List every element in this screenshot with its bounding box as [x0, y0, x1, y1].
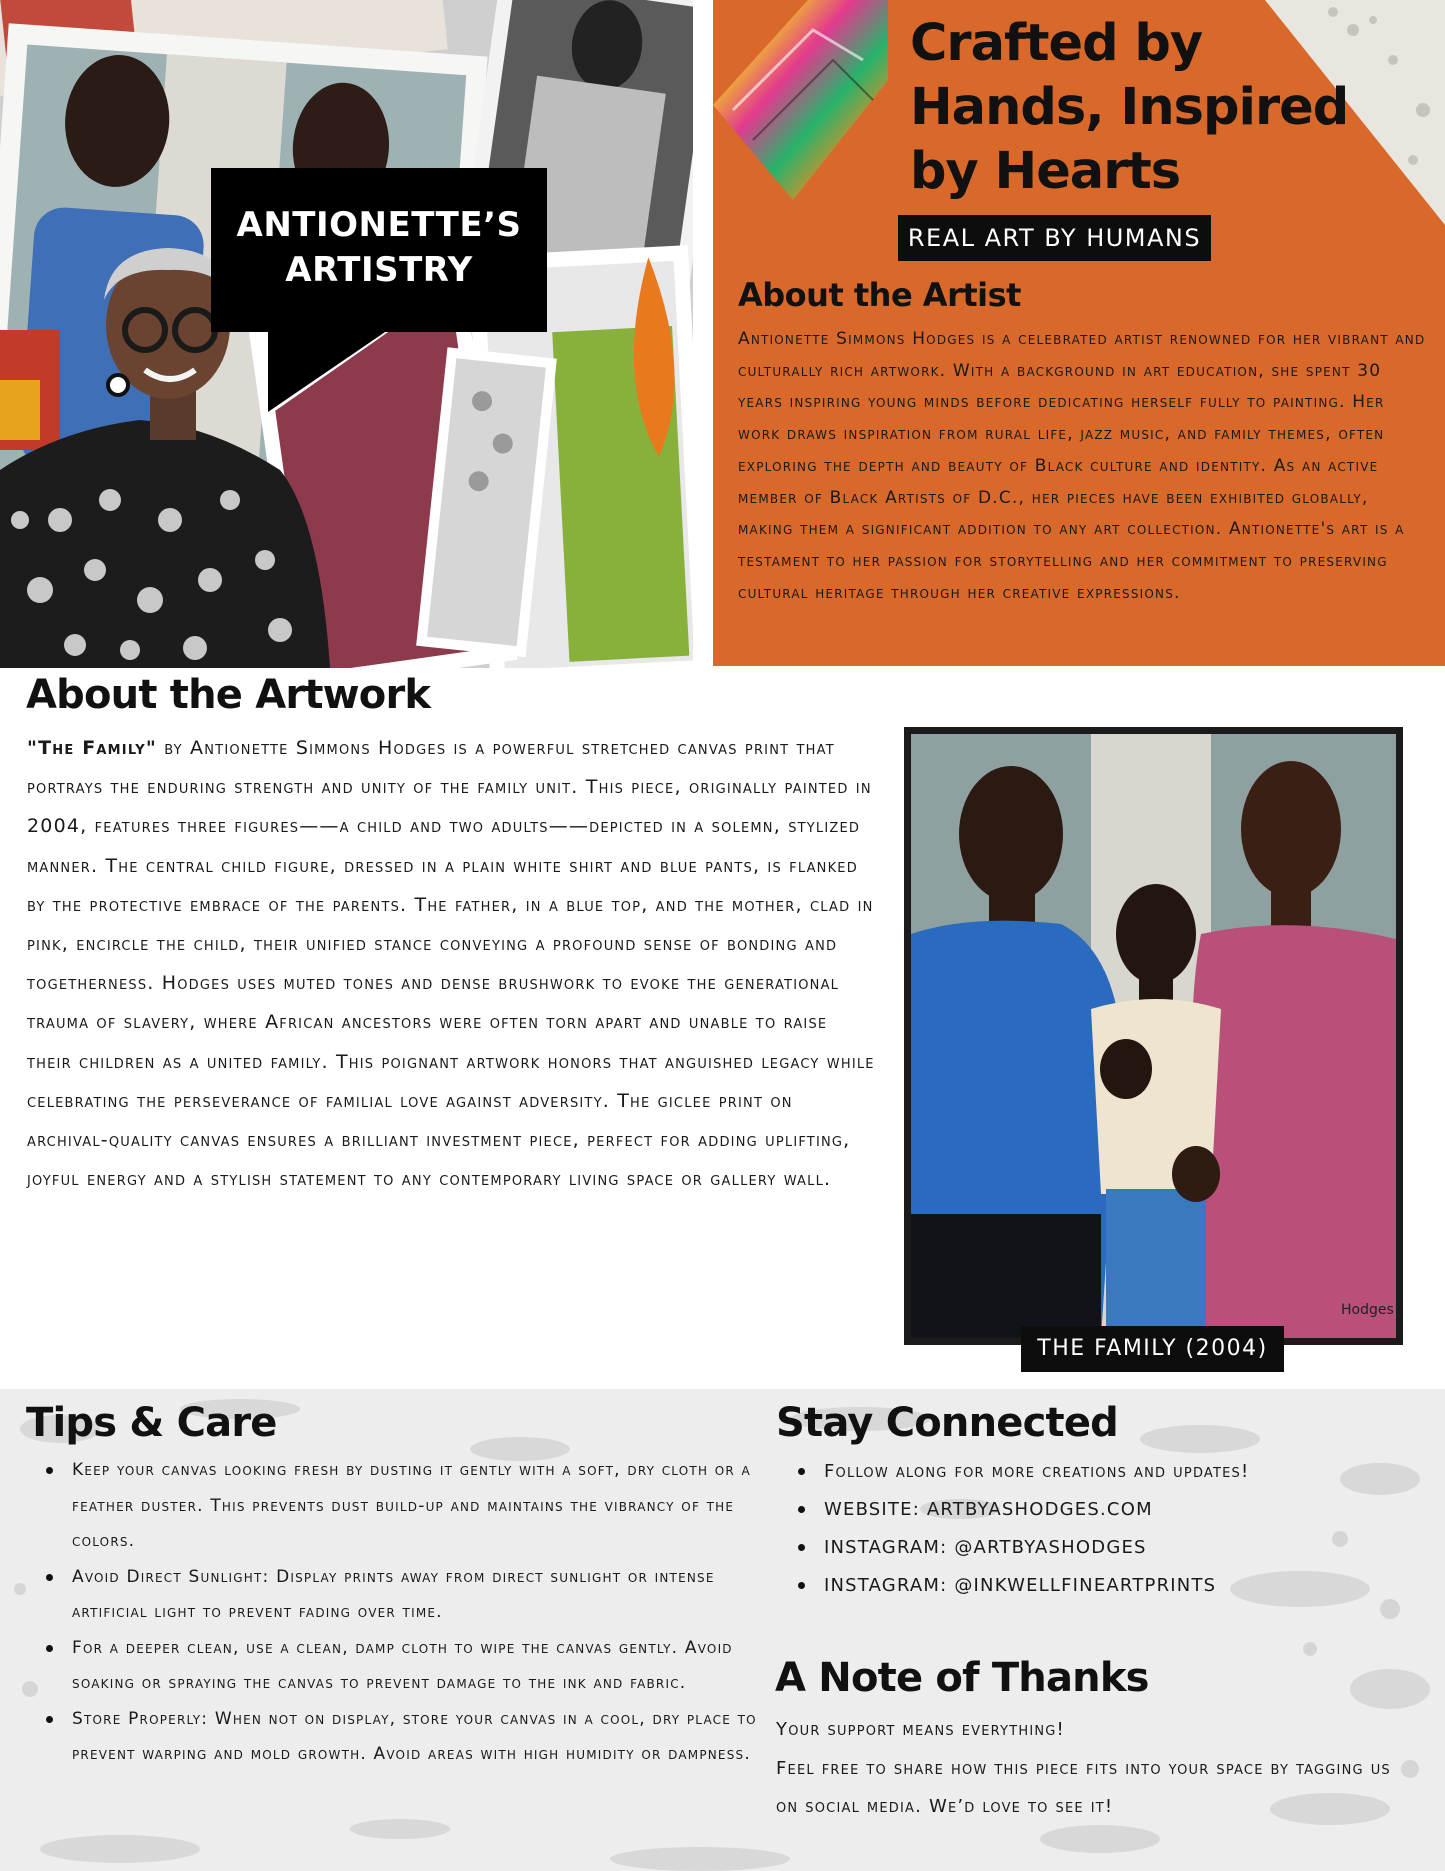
note-of-thanks-body — [776, 1711, 1416, 1827]
tips-care-title: Tips & Care — [26, 1400, 277, 1446]
artwork-description: by Antionette Simmons Hodges is a powerful stretched canvas print that portrays the enduring strength and unity of the family unit. This piece, originally painted in 2004, features three figures——a child and two adults——depicted in a solemn, stylized manner. The central child figure, dressed in a plain white shirt and blue pants, is flanked by the protective embrace of the parents. The father, in a blue top, and the mother, clad in pink, encircle the child, their unified stance conveying a profound sense of bonding and togetherness. Hodges uses muted tones and dense brushwork to evoke the generational trauma of slavery, where African ancestors were often torn apart and unable to raise their children as a united family. This poignant artwork honors that anguished legacy while celebrating the perseverance of familial love against adversity. The giclee print on archival-quality canvas ensures a brilliant investment piece, perfect for adding uplifting, joyful energy and a stylish statement to any contemporary living space or gallery wall. — [27, 737, 875, 1191]
note-of-thanks-title: A Note of Thanks — [775, 1655, 1149, 1701]
about-artwork-body — [27, 729, 875, 1199]
thanks-line2: Feel free to share how this piece fits into your space by tagging us on social media. We’d love to see it! — [776, 1757, 1391, 1817]
about-artwork-title: About the Artwork — [26, 672, 431, 718]
about-artist-body: Antionette Simmons Hodges is a celebrated artist renowned for her vibrant and culturally rich artwork. With a background in art education, she spent 30 years inspiring young minds before dedicating herself fully to painting. Her work draws inspiration from rural life, jazz music, and family themes, often exploring the depth and beauty of Black culture and identity. As an active member of Black Artists of D.C., her pieces have been exhibited globally, making them a significant addition to any art collection. Antionette's art is a testament to her passion for storytelling and her commitment to preserving cultural heritage through her creative expressions. — [738, 329, 1426, 603]
the-family-painting — [911, 734, 1396, 1338]
stay-connected-list — [786, 1453, 1286, 1605]
headline-line3: by Hearts — [910, 142, 1181, 201]
stay-connected-title: Stay Connected — [776, 1400, 1119, 1446]
connected-item-instagram[interactable]: INSTAGRAM: @ARTBYASHODGES — [786, 1529, 1286, 1567]
brand-name-line1: ANTIONETTE’S — [236, 205, 522, 245]
thanks-line1: Your support means everything! — [776, 1719, 1065, 1740]
about-artist-title: About the Artist — [738, 276, 1021, 314]
artist-photo-collage — [0, 0, 693, 668]
tips-care-list — [38, 1453, 758, 1773]
real-art-badge: REAL ART BY HUMANS — [898, 215, 1211, 261]
connected-item-website[interactable]: WEBSITE: ARTBYASHODGES.COM — [786, 1491, 1286, 1529]
hero-panel — [713, 0, 1445, 666]
connected-item-instagram-2[interactable]: INSTAGRAM: @INKWELLFINEARTPRINTS — [786, 1567, 1286, 1605]
artwork-name: "The Family" — [27, 737, 158, 759]
brand-speech-bubble — [211, 168, 547, 332]
tips-item: Keep your canvas looking fresh by dusting it gently with a soft, dry cloth or a feather duster. This prevents dust build-up and maintains the vibrancy of the colors. — [38, 1453, 758, 1560]
headline-line1: Crafted by — [910, 14, 1203, 73]
headline-line2: Hands, Inspired — [910, 78, 1349, 137]
brand-name-line2: ARTISTRY — [285, 250, 473, 290]
painting-image — [904, 727, 1403, 1345]
tips-item: Store Properly: When not on display, store your canvas in a cool, dry place to prevent warping and mold growth. Avoid areas with high humidity or dampness. — [38, 1702, 758, 1773]
connected-item-follow: Follow along for more creations and updates! — [786, 1453, 1286, 1491]
hero-headline — [910, 12, 1350, 204]
tips-item: For a deeper clean, use a clean, damp cloth to wipe the canvas gently. Avoid soaking or spraying the canvas to prevent damage to the ink and fabric. — [38, 1631, 758, 1702]
speech-bubble-tail — [268, 330, 388, 412]
svg-text:Hodges: Hodges — [1341, 1302, 1394, 1318]
painting-caption: THE FAMILY (2004) — [1021, 1326, 1284, 1372]
tips-item: Avoid Direct Sunlight: Display prints away from direct sunlight or intense artificial light to prevent fading over time. — [38, 1560, 758, 1631]
